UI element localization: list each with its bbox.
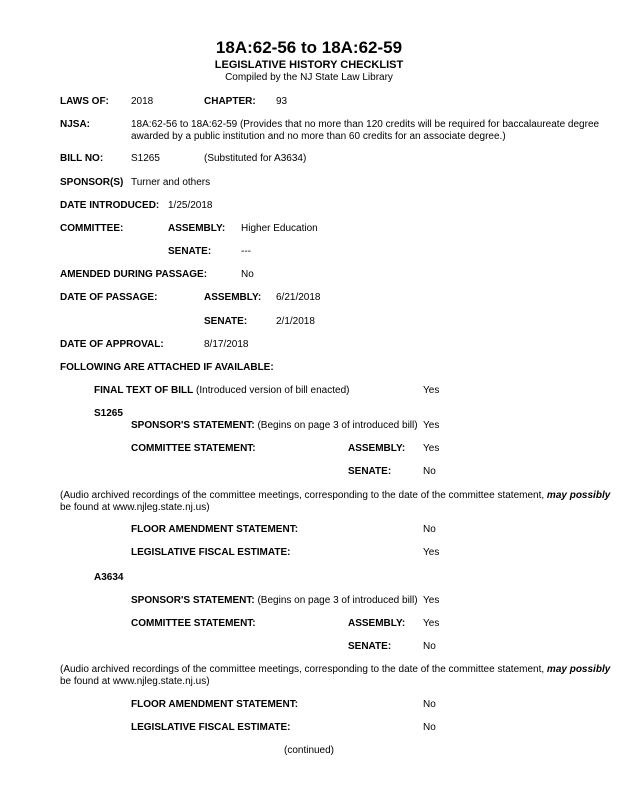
- s1265-sponsor-statement-label: SPONSOR'S STATEMENT:: [131, 420, 255, 431]
- a3634-committee-statement-label: COMMITTEE STATEMENT:: [131, 618, 256, 629]
- s1265-committee-assembly-label: ASSEMBLY:: [348, 443, 406, 454]
- a3634-sponsor-statement-row: [131, 595, 418, 607]
- a3634-audio-note-text: (Audio archived recordings of the committee meetings, corresponding to the date of the committee statement,: [60, 664, 545, 675]
- a3634-floor-amendment-label: FLOOR AMENDMENT STATEMENT:: [131, 699, 299, 710]
- s1265-audio-note-text: (Audio archived recordings of the committee meetings, corresponding to the date of the committee statement,: [60, 490, 545, 501]
- s1265-committee-statement-label: COMMITTEE STATEMENT:: [131, 443, 256, 454]
- committee-label: COMMITTEE:: [60, 223, 124, 234]
- date-of-passage-label: DATE OF PASSAGE:: [60, 292, 158, 303]
- final-text-label: FINAL TEXT OF BILL: [94, 385, 194, 396]
- committee-assembly-value: Higher Education: [241, 223, 318, 234]
- date-introduced-label: DATE INTRODUCED:: [60, 200, 160, 211]
- s1265-committee-assembly-value: Yes: [423, 443, 440, 454]
- s1265-heading: S1265: [94, 408, 123, 419]
- njsa-line-1: 18A:62-56 to 18A:62-59 (Provides that no more than 120 credits will be required for baccalaureate degree: [131, 119, 600, 130]
- a3634-fiscal-estimate-value: No: [423, 722, 436, 733]
- page-subtitle: LEGISLATIVE HISTORY CHECKLIST: [214, 59, 404, 71]
- s1265-sponsor-statement-note: (Begins on page 3 of introduced bill): [257, 420, 418, 431]
- date-of-approval-value: 8/17/2018: [204, 339, 249, 350]
- bill-no-value: S1265: [131, 153, 160, 164]
- a3634-audio-note-line-2: be found at www.njleg.state.nj.us): [60, 676, 210, 687]
- a3634-floor-amendment-value: No: [423, 699, 436, 710]
- chapter-value: 93: [276, 96, 288, 107]
- passage-senate-value: 2/1/2018: [276, 316, 315, 327]
- s1265-committee-senate-value: No: [423, 466, 436, 477]
- njsa-line-2: awarded by a public institution and no more than 60 credits for an associate degree.): [131, 131, 506, 142]
- final-text-value: Yes: [423, 385, 440, 396]
- a3634-committee-assembly-label: ASSEMBLY:: [348, 618, 406, 629]
- a3634-sponsor-statement-note: (Begins on page 3 of introduced bill): [257, 595, 418, 606]
- sponsors-value: Turner and others: [131, 177, 211, 188]
- a3634-audio-note-emphasis: may possibly: [546, 664, 611, 675]
- amended-value: No: [241, 269, 254, 280]
- a3634-fiscal-estimate-label: LEGISLATIVE FISCAL ESTIMATE:: [131, 722, 291, 733]
- s1265-fiscal-estimate-label: LEGISLATIVE FISCAL ESTIMATE:: [131, 547, 291, 558]
- committee-assembly-label: ASSEMBLY:: [168, 223, 226, 234]
- s1265-committee-senate-label: SENATE:: [348, 466, 392, 477]
- laws-of-value: 2018: [131, 96, 154, 107]
- passage-assembly-label: ASSEMBLY:: [204, 292, 262, 303]
- date-of-approval-label: DATE OF APPROVAL:: [60, 339, 164, 350]
- a3634-sponsor-statement-label: SPONSOR'S STATEMENT:: [131, 595, 255, 606]
- a3634-heading: A3634: [94, 572, 124, 583]
- chapter-label: CHAPTER:: [204, 96, 256, 107]
- s1265-floor-amendment-label: FLOOR AMENDMENT STATEMENT:: [131, 524, 299, 535]
- continued-note: (continued): [283, 745, 335, 756]
- page-title: 18A:62-56 to 18A:62-59: [215, 38, 403, 57]
- s1265-sponsor-statement-row: [131, 420, 418, 432]
- njsa-label: NJSA:: [60, 119, 91, 130]
- bill-substitution-note: (Substituted for A3634): [204, 153, 307, 164]
- a3634-sponsor-statement-value: Yes: [423, 595, 440, 606]
- compiled-by: Compiled by the NJ State Law Library: [225, 72, 393, 83]
- a3634-committee-senate-label: SENATE:: [348, 641, 392, 652]
- a3634-committee-assembly-value: Yes: [423, 618, 440, 629]
- passage-senate-label: SENATE:: [204, 316, 248, 327]
- s1265-sponsor-statement-value: Yes: [423, 420, 440, 431]
- amended-label: AMENDED DURING PASSAGE:: [60, 269, 208, 280]
- attached-heading: FOLLOWING ARE ATTACHED IF AVAILABLE:: [60, 362, 274, 373]
- laws-of-label: LAWS OF:: [60, 96, 109, 107]
- s1265-audio-note-line-2: be found at www.njleg.state.nj.us): [60, 502, 210, 513]
- a3634-committee-senate-value: No: [423, 641, 436, 652]
- s1265-floor-amendment-value: No: [423, 524, 436, 535]
- final-text-note: (Introduced version of bill enacted): [196, 385, 350, 396]
- s1265-audio-note-line-1: [60, 490, 610, 502]
- committee-senate-label: SENATE:: [168, 246, 212, 257]
- bill-no-label: BILL NO:: [60, 153, 104, 164]
- passage-assembly-value: 6/21/2018: [276, 292, 321, 303]
- s1265-audio-note-emphasis: may possibly: [546, 490, 611, 501]
- s1265-fiscal-estimate-value: Yes: [423, 547, 440, 558]
- a3634-audio-note-line-1: [60, 664, 610, 676]
- committee-senate-value: ---: [241, 246, 251, 257]
- final-text-row: [94, 385, 349, 397]
- date-introduced-value: 1/25/2018: [168, 200, 213, 211]
- sponsors-label: SPONSOR(S): [60, 177, 124, 188]
